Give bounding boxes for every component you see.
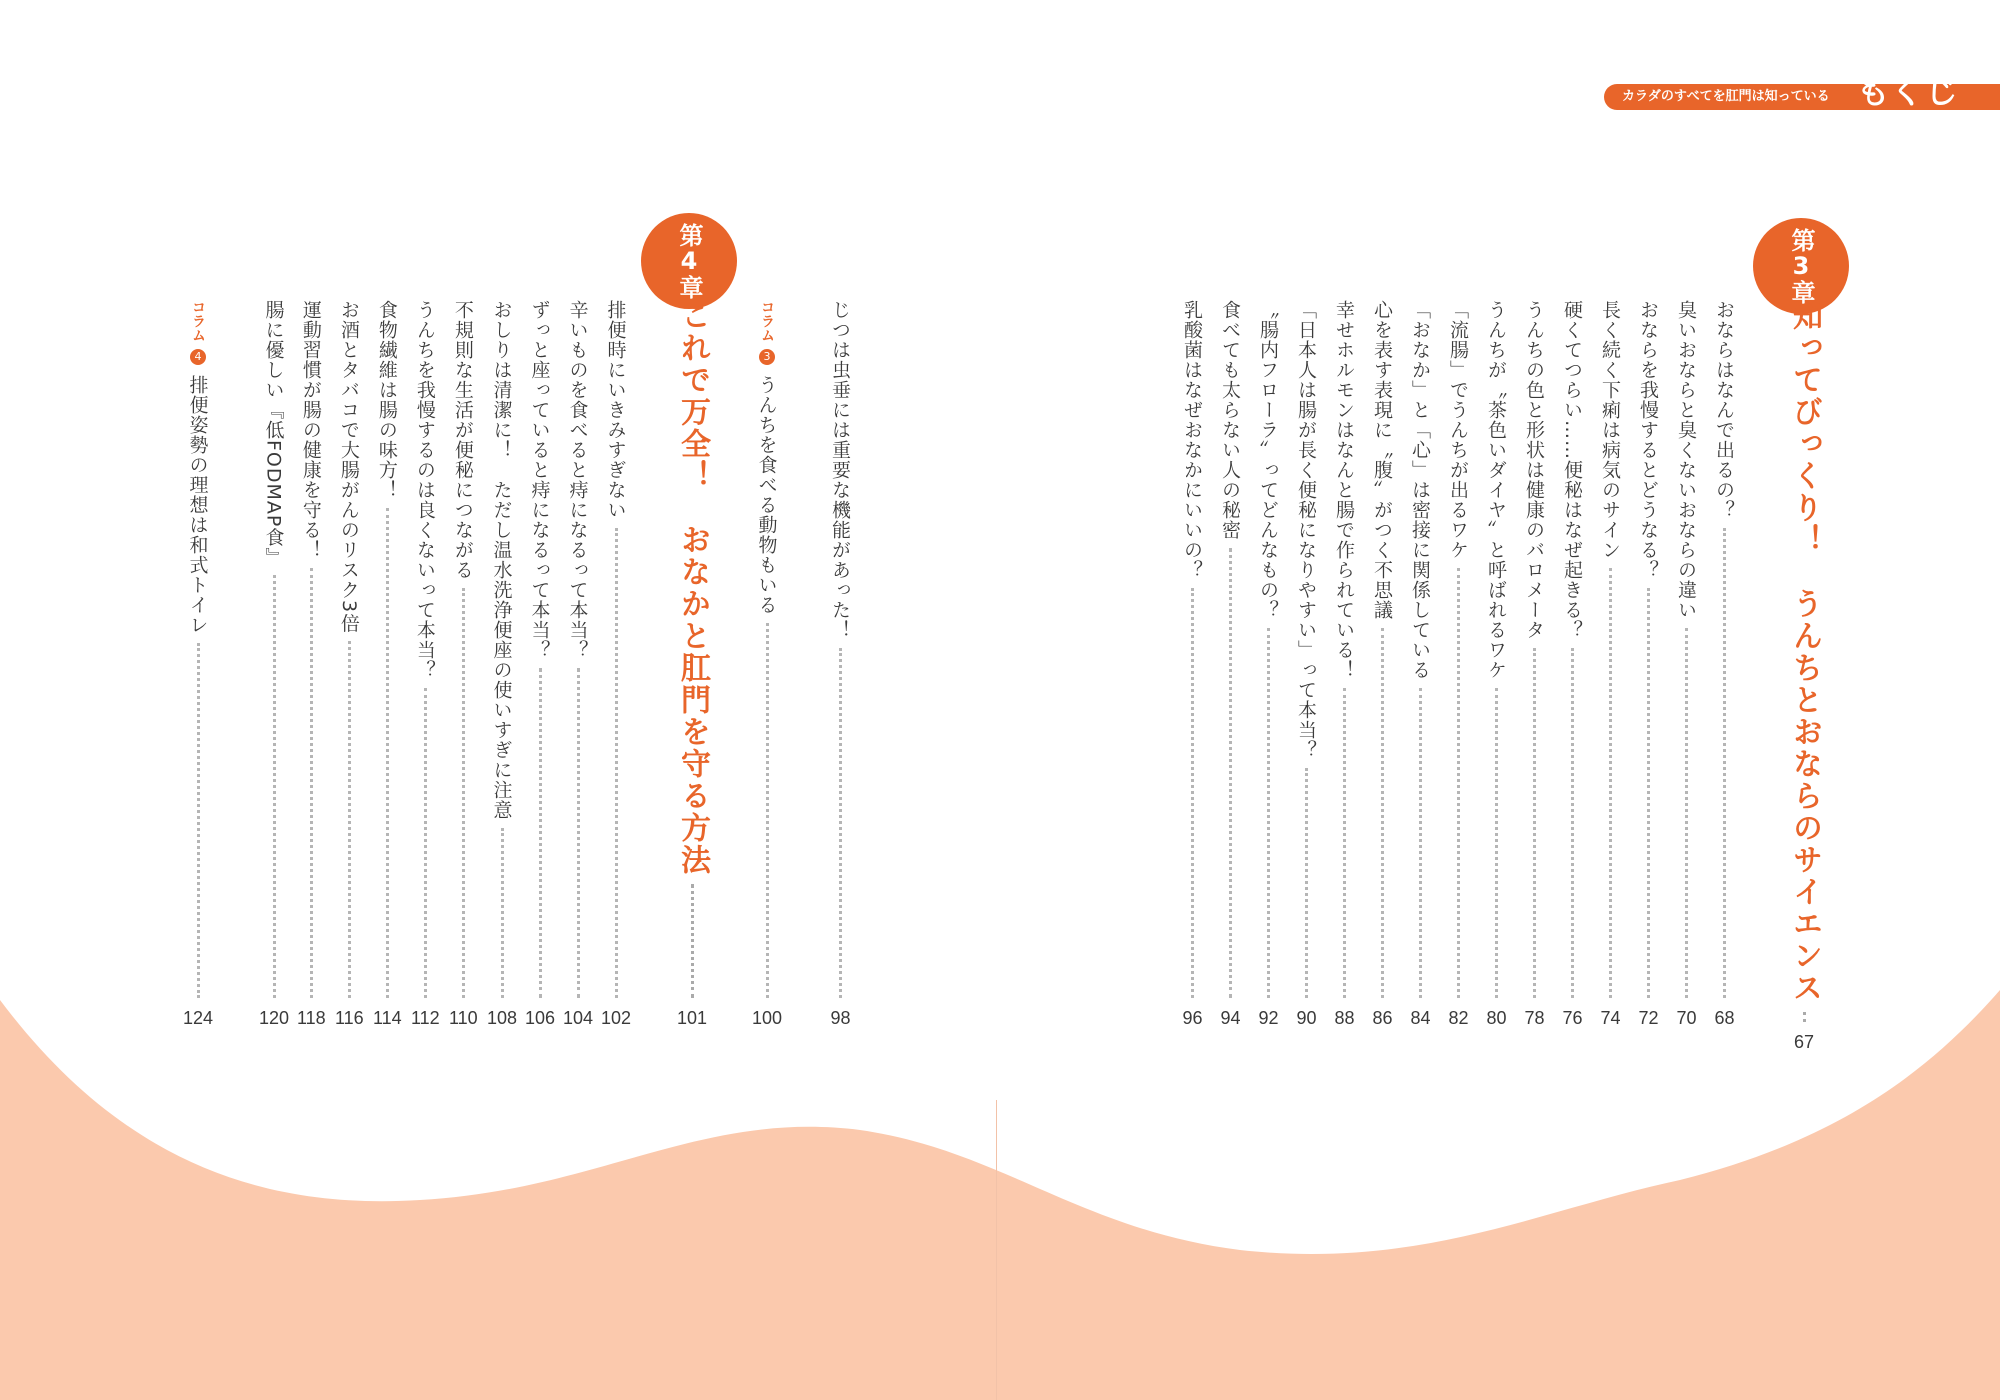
chapter-4-heading[interactable] [670,300,714,1030]
entry-page: 124 [183,1008,214,1028]
entry-page: 116 [335,1008,364,1028]
entry-page: 74 [1600,1008,1621,1028]
entry-page: 88 [1334,1008,1355,1028]
column-number-badge: 3 [759,349,775,365]
entry-title: 心を表す表現に〝腹〟がつく不思議 [1371,300,1393,620]
column-label: コラム [190,300,207,342]
chapter-4-title: これで万全！ おなかと肛門を守る方法 [675,300,710,876]
dot-leader [577,668,580,998]
entry-title: 硬くてつらい……便秘はなぜ起きる？ [1561,300,1583,640]
toc-entry[interactable] [1255,300,1282,1030]
entry-title: 排便姿勢の理想は和式トイレ [186,375,209,635]
entry-title: 辛いものを食べると痔になるって本当？ [566,300,589,660]
column-number-badge: 4 [190,349,206,365]
toc-entry[interactable] [827,300,854,1030]
chapter-3-page: 67 [1793,1032,1815,1052]
entry-title: 臭いおならと臭くないおならの違い [1675,300,1697,620]
dot-leader [1457,568,1460,998]
toc-entry[interactable] [1673,300,1700,1030]
entry-title: 「日本人は腸が長く便秘になりやすい」って本当？ [1295,300,1317,760]
column-label: コラム [759,300,776,342]
dot-leader [691,884,694,998]
dot-leader [539,668,542,998]
entry-title: 運動習慣が腸の健康を守る！ [299,300,322,560]
dot-leader [501,828,504,998]
header-subtitle: カラダのすべてを肛門は知っている [1622,89,1830,104]
entry-title: うんちの色と形状は健康のバロメータ [1523,300,1545,640]
toc-entry[interactable] [297,300,326,1030]
toc-entry[interactable] [1597,300,1624,1030]
dot-leader [1723,528,1726,998]
chapter-4-badge: 第4章 [641,213,737,309]
entry-title: 乳酸菌はなぜおなかにいいの？ [1181,300,1203,580]
entry-page: 82 [1448,1008,1469,1028]
chapter-3-heading[interactable] [1782,300,1826,1052]
dot-leader [766,623,769,998]
entry-page: 98 [830,1008,851,1028]
column-4-entry[interactable] [183,300,213,1030]
entry-page: 114 [373,1008,402,1028]
toc-entry[interactable] [1217,300,1244,1030]
entry-page: 120 [259,1008,290,1028]
toc-entry[interactable] [1331,300,1358,1030]
page-gutter [996,1100,997,1400]
toc-entry[interactable] [525,300,555,1030]
toc-entry[interactable] [1293,300,1320,1030]
toc-entry[interactable] [449,300,478,1030]
toc-entry[interactable] [1711,300,1738,1030]
entry-page: 100 [752,1008,783,1028]
toc-entry[interactable] [1407,300,1434,1030]
entry-page: 90 [1296,1008,1317,1028]
entry-title: 不規則な生活が便秘につながる [451,300,474,580]
entry-title: 幸せホルモンはなんと腸で作られている！ [1333,300,1355,680]
entry-title: 食物繊維は腸の味方！ [375,300,398,500]
entry-page: 102 [601,1008,632,1028]
dot-leader [1305,768,1308,998]
entry-page: 70 [1676,1008,1697,1028]
entry-page: 108 [487,1008,518,1028]
chapter-4-page: 101 [676,1008,708,1028]
dot-leader [1571,648,1574,998]
entry-title: 腸に優しい『低FODMAP食』 [262,300,285,568]
toc-entry[interactable] [1635,300,1662,1030]
toc-entry[interactable] [1483,300,1510,1030]
entry-title: じつは虫垂には重要な機能があった！ [829,300,851,640]
toc-entry[interactable] [1445,300,1472,1030]
chapter-3-title: 知ってびっくり！ うんちとおならのサイエンス [1787,300,1822,1004]
entry-title: 食べても太らない人の秘密 [1219,300,1241,540]
entry-page: 78 [1524,1008,1545,1028]
toc-entry[interactable] [1179,300,1206,1030]
dot-leader [273,575,276,998]
entry-page: 118 [297,1008,326,1028]
dot-leader [1229,548,1232,998]
toc-entry[interactable] [1521,300,1548,1030]
toc-entry[interactable] [563,300,593,1030]
dot-leader [1191,588,1194,998]
entry-page: 68 [1714,1008,1735,1028]
dot-leader [1381,628,1384,998]
dot-leader [1343,688,1346,998]
entry-title: 長く続く下痢は病気のサイン [1599,300,1621,560]
chapter-3-badge: 第3章 [1753,218,1849,314]
entry-title: 「おなか」と「心」は密接に関係している [1409,300,1431,680]
dot-leader [1609,568,1612,998]
column-3-entry[interactable] [752,300,782,1030]
dot-leader [1419,688,1422,998]
dot-leader [310,568,313,998]
dot-leader [1803,1012,1806,1022]
toc-entry[interactable] [1369,300,1396,1030]
dot-leader [462,588,465,998]
toc-entry[interactable] [411,300,440,1030]
entry-title: 「流腸」でうんちが出るワケ [1447,300,1469,560]
entry-page: 106 [525,1008,556,1028]
entry-page: 86 [1372,1008,1393,1028]
dot-leader [1495,688,1498,998]
entry-page: 72 [1638,1008,1659,1028]
entry-title: 〝腸内フローラ〟ってどんなもの？ [1257,300,1279,620]
entry-title: ずっと座っていると痔になるって本当？ [528,300,551,660]
entry-title: おならを我慢するとどうなる？ [1637,300,1659,580]
toc-entry[interactable] [1559,300,1586,1030]
entry-page: 76 [1562,1008,1583,1028]
entry-title: 排便時にいきみすぎない [604,300,627,520]
toc-entry[interactable] [373,300,402,1030]
header-title: もくじ [1856,72,1958,112]
entry-title: うんちが〝茶色いダイヤ〟と呼ばれるワケ [1485,300,1507,680]
entry-page: 92 [1258,1008,1279,1028]
dot-leader [1685,628,1688,998]
entry-title: うんちを食べる動物もいる [755,375,778,615]
entry-page: 96 [1182,1008,1203,1028]
entry-page: 94 [1220,1008,1241,1028]
toc-entry[interactable] [601,300,631,1030]
dot-leader [1267,628,1270,998]
toc-entry[interactable] [487,300,517,1030]
dot-leader [386,508,389,998]
dot-leader [1533,648,1536,998]
toc-entry[interactable] [335,300,364,1030]
dot-leader [839,648,842,998]
dot-leader [424,688,427,998]
entry-title: うんちを我慢するのは良くないって本当？ [413,300,436,680]
entry-page: 80 [1486,1008,1507,1028]
entry-title: おしりは清潔に！ ただし温水洗浄便座の使いすぎに注意 [490,300,513,820]
dot-leader [615,528,618,998]
toc-entry[interactable] [259,300,289,1030]
entry-page: 104 [563,1008,594,1028]
entry-page: 112 [411,1008,440,1028]
entry-page: 110 [449,1008,478,1028]
dot-leader [1647,588,1650,998]
dot-leader [348,641,351,998]
entry-title: お酒とタバコで大腸がんのリスク3倍 [337,300,360,634]
entry-title: おならはなんで出るの？ [1713,300,1735,520]
entry-page: 84 [1410,1008,1431,1028]
dot-leader [197,643,200,998]
